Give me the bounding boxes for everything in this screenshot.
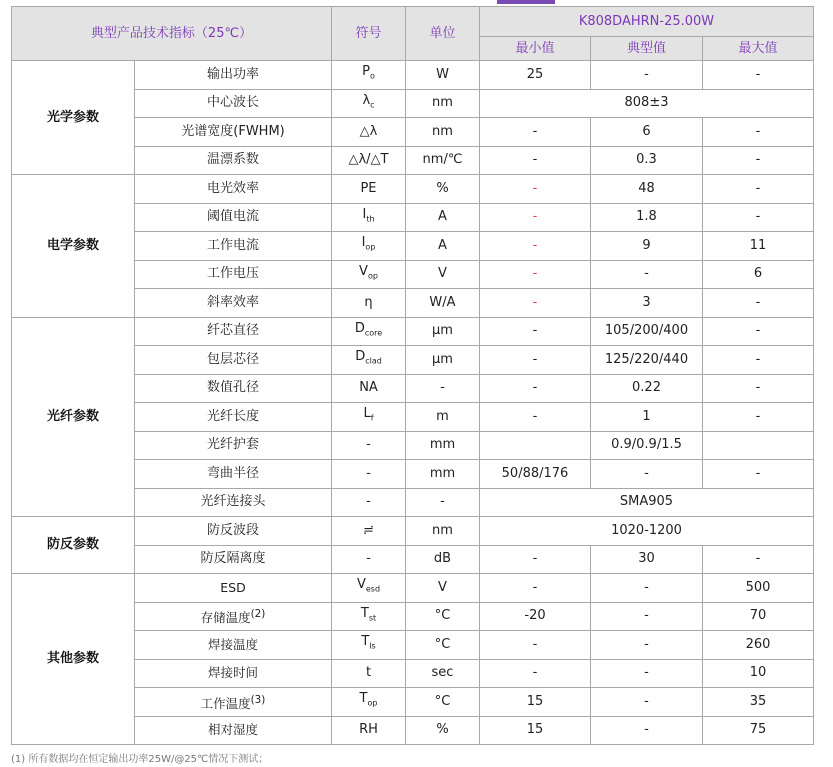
param-max: - (703, 146, 814, 175)
param-name: 温漂系数 (135, 146, 332, 175)
param-unit: A (406, 203, 480, 232)
param-name: 纤芯直径 (135, 317, 332, 346)
param-unit: - (406, 374, 480, 403)
param-symbol: RH (332, 716, 406, 745)
param-typ: 3 (591, 289, 703, 318)
param-symbol: $T_{st}$ (332, 602, 406, 631)
param-typ: 6 (591, 118, 703, 147)
param-unit: W/A (406, 289, 480, 318)
param-name: 防反隔离度 (135, 545, 332, 574)
param-name: ESD (135, 574, 332, 603)
param-max: - (703, 61, 814, 90)
param-typ: 48 (591, 175, 703, 204)
param-name: 输出功率 (135, 61, 332, 90)
param-name: 工作电流 (135, 232, 332, 261)
param-unit: °C (406, 688, 480, 717)
param-symbol: $T_{op}$ (332, 688, 406, 717)
param-symbol: - (332, 431, 406, 460)
param-symbol: $\lambda_c$ (332, 89, 406, 118)
param-name: 焊接时间 (135, 659, 332, 688)
param-name: 电光效率 (135, 175, 332, 204)
param-symbol: NA (332, 374, 406, 403)
param-min: 25 (480, 61, 591, 90)
param-typ: - (591, 460, 703, 489)
param-typ: - (591, 61, 703, 90)
param-unit: dB (406, 545, 480, 574)
header-unit: 单位 (406, 7, 480, 61)
param-min: - (480, 289, 591, 318)
param-symbol: $V_{esd}$ (332, 574, 406, 603)
param-min: - (480, 574, 591, 603)
param-min: - (480, 203, 591, 232)
param-name: 阈值电流 (135, 203, 332, 232)
param-unit: μm (406, 346, 480, 375)
param-unit: % (406, 716, 480, 745)
param-max: - (703, 374, 814, 403)
param-max: 6 (703, 260, 814, 289)
param-typ: - (591, 602, 703, 631)
param-max (703, 431, 814, 460)
param-typ: 0.3 (591, 146, 703, 175)
param-min: - (480, 317, 591, 346)
param-unit: A (406, 232, 480, 261)
group-fiber: 光纤参数 (12, 317, 135, 517)
header-min: 最小值 (480, 37, 591, 61)
param-typ: 9 (591, 232, 703, 261)
param-min (480, 431, 591, 460)
header-model: K808DAHRN-25.00W (480, 7, 814, 37)
param-symbol: - (332, 488, 406, 517)
param-min: 15 (480, 688, 591, 717)
param-max: - (703, 118, 814, 147)
param-unit: % (406, 175, 480, 204)
param-symbol: - (332, 545, 406, 574)
param-max: - (703, 545, 814, 574)
param-typ: 0.22 (591, 374, 703, 403)
param-min: 15 (480, 716, 591, 745)
param-typ: - (591, 574, 703, 603)
param-min: - (480, 146, 591, 175)
param-typ: 30 (591, 545, 703, 574)
param-typ: - (591, 631, 703, 660)
param-symbol: △λ/△T (332, 146, 406, 175)
param-unit: nm (406, 89, 480, 118)
param-max: 11 (703, 232, 814, 261)
param-name: 光纤连接头 (135, 488, 332, 517)
param-name: 工作温度$^{(3)}$ (135, 688, 332, 717)
param-max: - (703, 317, 814, 346)
param-symbol: $D_{clad}$ (332, 346, 406, 375)
param-max: - (703, 460, 814, 489)
param-max: - (703, 289, 814, 318)
param-unit: μm (406, 317, 480, 346)
param-max: - (703, 175, 814, 204)
param-typ: 1.8 (591, 203, 703, 232)
param-symbol: △λ (332, 118, 406, 147)
footnote: (1) 所有数据均在恒定输出功率25W/@25℃情况下测试； (11, 754, 269, 765)
param-symbol: $P_o$ (332, 61, 406, 90)
param-name: 中心波长 (135, 89, 332, 118)
group-electrical: 电学参数 (12, 175, 135, 318)
param-typ: 1 (591, 403, 703, 432)
param-min: - (480, 631, 591, 660)
group-other: 其他参数 (12, 574, 135, 745)
param-name: 斜率效率 (135, 289, 332, 318)
param-name: 焊接温度 (135, 631, 332, 660)
param-unit: V (406, 574, 480, 603)
param-min: - (480, 545, 591, 574)
group-optical: 光学参数 (12, 61, 135, 175)
param-name: 光纤护套 (135, 431, 332, 460)
param-min: - (480, 346, 591, 375)
table-row (12, 517, 814, 546)
param-typ: 0.9/0.9/1.5 (591, 431, 703, 460)
param-max: 70 (703, 602, 814, 631)
param-unit: °C (406, 602, 480, 631)
param-unit: mm (406, 431, 480, 460)
param-min: - (480, 175, 591, 204)
param-value: 808±3 (480, 89, 814, 118)
param-min: - (480, 118, 591, 147)
header-max: 最大值 (703, 37, 814, 61)
param-symbol: $D_{core}$ (332, 317, 406, 346)
param-value: 1020-1200 (480, 517, 814, 546)
param-min: - (480, 374, 591, 403)
param-min: - (480, 659, 591, 688)
param-symbol: - (332, 460, 406, 489)
param-unit: m (406, 403, 480, 432)
param-min: 50/88/176 (480, 460, 591, 489)
param-typ: 125/220/440 (591, 346, 703, 375)
param-unit: sec (406, 659, 480, 688)
param-name: 存储温度$^{(2)}$ (135, 602, 332, 631)
param-unit: °C (406, 631, 480, 660)
accent-bar (497, 0, 555, 4)
table-row (12, 175, 814, 204)
param-symbol: PE (332, 175, 406, 204)
param-max: - (703, 346, 814, 375)
param-min: - (480, 260, 591, 289)
param-name: 数值孔径 (135, 374, 332, 403)
param-typ: - (591, 688, 703, 717)
param-unit: W (406, 61, 480, 90)
param-name: 防反波段 (135, 517, 332, 546)
param-max: 10 (703, 659, 814, 688)
header-typ: 典型值 (591, 37, 703, 61)
param-max: - (703, 203, 814, 232)
param-name: 工作电压 (135, 260, 332, 289)
param-name: 光纤长度 (135, 403, 332, 432)
param-symbol: $I_{op}$ (332, 232, 406, 261)
param-unit: mm (406, 460, 480, 489)
param-value: SMA905 (480, 488, 814, 517)
param-typ: - (591, 260, 703, 289)
param-name: 包层芯径 (135, 346, 332, 375)
param-max: 35 (703, 688, 814, 717)
param-typ: 105/200/400 (591, 317, 703, 346)
param-unit: - (406, 488, 480, 517)
param-unit: nm/℃ (406, 146, 480, 175)
param-min: - (480, 232, 591, 261)
table-row (12, 574, 814, 603)
param-min: -20 (480, 602, 591, 631)
param-min: - (480, 403, 591, 432)
param-symbol: $T_{ls}$ (332, 631, 406, 660)
param-name: 弯曲半径 (135, 460, 332, 489)
param-symbol: η (332, 289, 406, 318)
table-title: 典型产品技术指标（25℃） (12, 7, 332, 61)
param-typ: - (591, 716, 703, 745)
spec-table (11, 6, 814, 745)
param-unit: V (406, 260, 480, 289)
param-name: 相对湿度 (135, 716, 332, 745)
header-symbol: 符号 (332, 7, 406, 61)
param-max: 75 (703, 716, 814, 745)
param-symbol: $V_{op}$ (332, 260, 406, 289)
param-unit: nm (406, 517, 480, 546)
param-max: 500 (703, 574, 814, 603)
param-max: - (703, 403, 814, 432)
param-symbol: $I_{th}$ (332, 203, 406, 232)
param-unit: nm (406, 118, 480, 147)
param-symbol: $L_f$ (332, 403, 406, 432)
param-typ: - (591, 659, 703, 688)
param-symbol: ≓ (332, 517, 406, 546)
table-row (12, 317, 814, 346)
param-max: 260 (703, 631, 814, 660)
table-row (12, 61, 814, 90)
param-symbol: t (332, 659, 406, 688)
group-anti-reflection: 防反参数 (12, 517, 135, 574)
param-name: 光谱宽度(FWHM) (135, 118, 332, 147)
